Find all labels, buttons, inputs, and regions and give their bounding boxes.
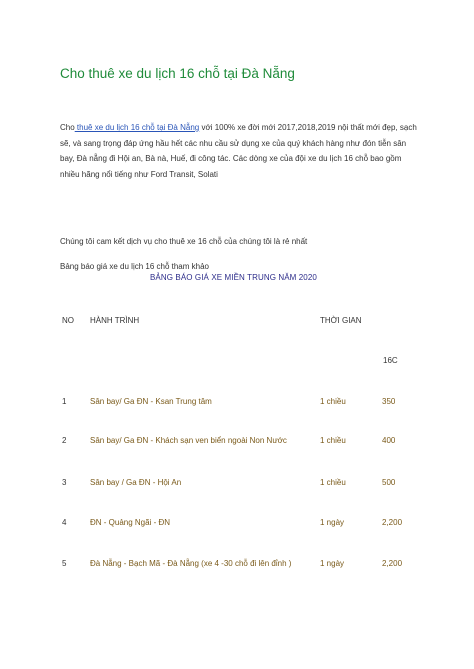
row-no: 5 — [62, 559, 67, 568]
price-table-title: BẢNG BÁO GIÁ XE MIỀN TRUNG NĂM 2020 — [150, 273, 317, 282]
price-intro-text: Bảng báo giá xe du lịch 16 chỗ tham khảo — [60, 262, 209, 271]
row-time: 1 ngày — [320, 518, 345, 527]
page-title: Cho thuê xe du lịch 16 chỗ tại Đà Nẵng — [60, 66, 295, 81]
rental-link[interactable]: thuê xe du lịch 16 chỗ tại Đà Nẵng — [74, 123, 200, 132]
row-no: 4 — [62, 518, 67, 527]
row-route: Sân bay/ Ga ĐN - Ksan Trung tâm — [90, 397, 212, 406]
header-route: HÀNH TRÌNH — [90, 316, 140, 325]
row-no: 3 — [62, 478, 67, 487]
row-route: Đà Nẵng - Bạch Mã - Đà Nẵng (xe 4 -30 chỗ đi lên đỉnh ) — [90, 559, 292, 568]
row-route: Sân bay / Ga ĐN - Hội An — [90, 478, 182, 487]
intro-rest: với 100% xe đời mới 2017,2018,2019 nội thất mới đẹp, sạch sẽ, và sang trọng đáp ứng hầu hết các nhu cầu sử dụng xe của quý khách hàng như đón tiễn sân bay, Đà nẵng đi Hội an, Bà nà, Huế, đi công tác. Các dòng xe của đội xe du lịch 16 chỗ bao gồm nhiều hãng nổi tiếng như Ford Transit, Solati — [60, 123, 417, 179]
intro-prefix: Cho — [60, 123, 75, 132]
row-price: 500 — [382, 478, 396, 487]
header-seats: 16C — [383, 356, 398, 365]
row-no: 2 — [62, 436, 67, 445]
row-time: 1 chiều — [320, 397, 346, 406]
intro-paragraph — [60, 120, 420, 182]
row-route: ĐN - Quảng Ngãi - ĐN — [90, 518, 171, 527]
row-time: 1 chiều — [320, 478, 346, 487]
row-time: 1 chiều — [320, 436, 346, 445]
header-no: NO — [62, 316, 74, 325]
row-price: 350 — [382, 397, 396, 406]
row-no: 1 — [62, 397, 67, 406]
row-price: 2,200 — [382, 518, 403, 527]
header-time: THỜI GIAN — [320, 316, 362, 325]
row-price: 2,200 — [382, 559, 403, 568]
row-price: 400 — [382, 436, 396, 445]
row-time: 1 ngày — [320, 559, 345, 568]
commitment-text: Chúng tôi cam kết dịch vụ cho thuê xe 16 chỗ của chúng tôi là rẻ nhất — [60, 237, 308, 246]
row-route: Sân bay/ Ga ĐN - Khách sạn ven biển ngoài Non Nước — [90, 436, 287, 445]
